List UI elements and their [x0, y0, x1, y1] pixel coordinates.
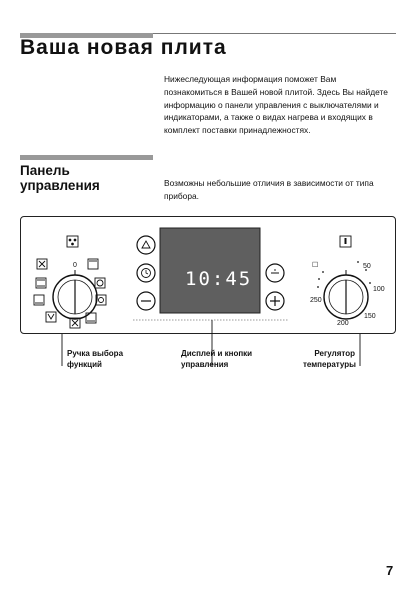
circulating-air-icon [95, 278, 105, 288]
temp-mark-150: 150 [364, 313, 376, 320]
light-symbol-label: ☐ [312, 262, 319, 269]
callout-display-buttons [181, 348, 252, 370]
callout-function-line2: функций [67, 360, 102, 369]
minus-button[interactable] [137, 292, 155, 310]
thermometer-icon [345, 238, 347, 244]
section-note: Возможны небольшие отличия в зависимости от типа прибора. [164, 178, 374, 201]
display-time: 10:45 [185, 268, 253, 290]
function-knob-zero-label: 0 [73, 262, 77, 269]
callout-function-selector [67, 348, 123, 370]
defrost-icon [46, 312, 56, 322]
bottom-heat-icon [34, 295, 44, 305]
temperature-indicator-lamp [340, 236, 351, 247]
callout-display-line2: управления [181, 360, 229, 369]
callout-temperature [303, 348, 355, 370]
callout-function-line1: Ручка выбора [67, 349, 124, 358]
temp-mark-250: 250 [310, 297, 322, 304]
temp-mark-100: 100 [373, 286, 385, 293]
plus-button[interactable] [266, 292, 284, 310]
page-title: Ваша новая плита [20, 36, 227, 59]
alarm-button[interactable] [137, 236, 155, 254]
section-heading: Панель управления [20, 163, 100, 193]
temperature-knob[interactable] [324, 270, 368, 319]
fan-heat-icon [67, 236, 78, 247]
callout-temperature-line2: температуры [303, 360, 356, 369]
clock-set-button[interactable] [266, 264, 284, 282]
top-heat-icon [88, 259, 98, 269]
intro-paragraph: Нижеследующая информация поможет Вам познакомиться в Вашей новой плитой. Здесь Вы найдете информацию о панели управления с выключателями и индикаторами, а также о видах нагрева и входящих в комплект поставки принадлежностях. [164, 74, 388, 136]
function-knob[interactable] [53, 270, 97, 319]
top-bottom-heat-icon [36, 278, 46, 288]
timer-button[interactable] [137, 264, 155, 282]
callout-temperature-line1: Регулятор [314, 349, 355, 358]
temp-mark-50: 50 [363, 263, 371, 270]
page-number: 7 [386, 563, 394, 578]
callout-display-line1: Дисплей и кнопки [181, 349, 253, 358]
temp-mark-200: 200 [337, 320, 349, 327]
